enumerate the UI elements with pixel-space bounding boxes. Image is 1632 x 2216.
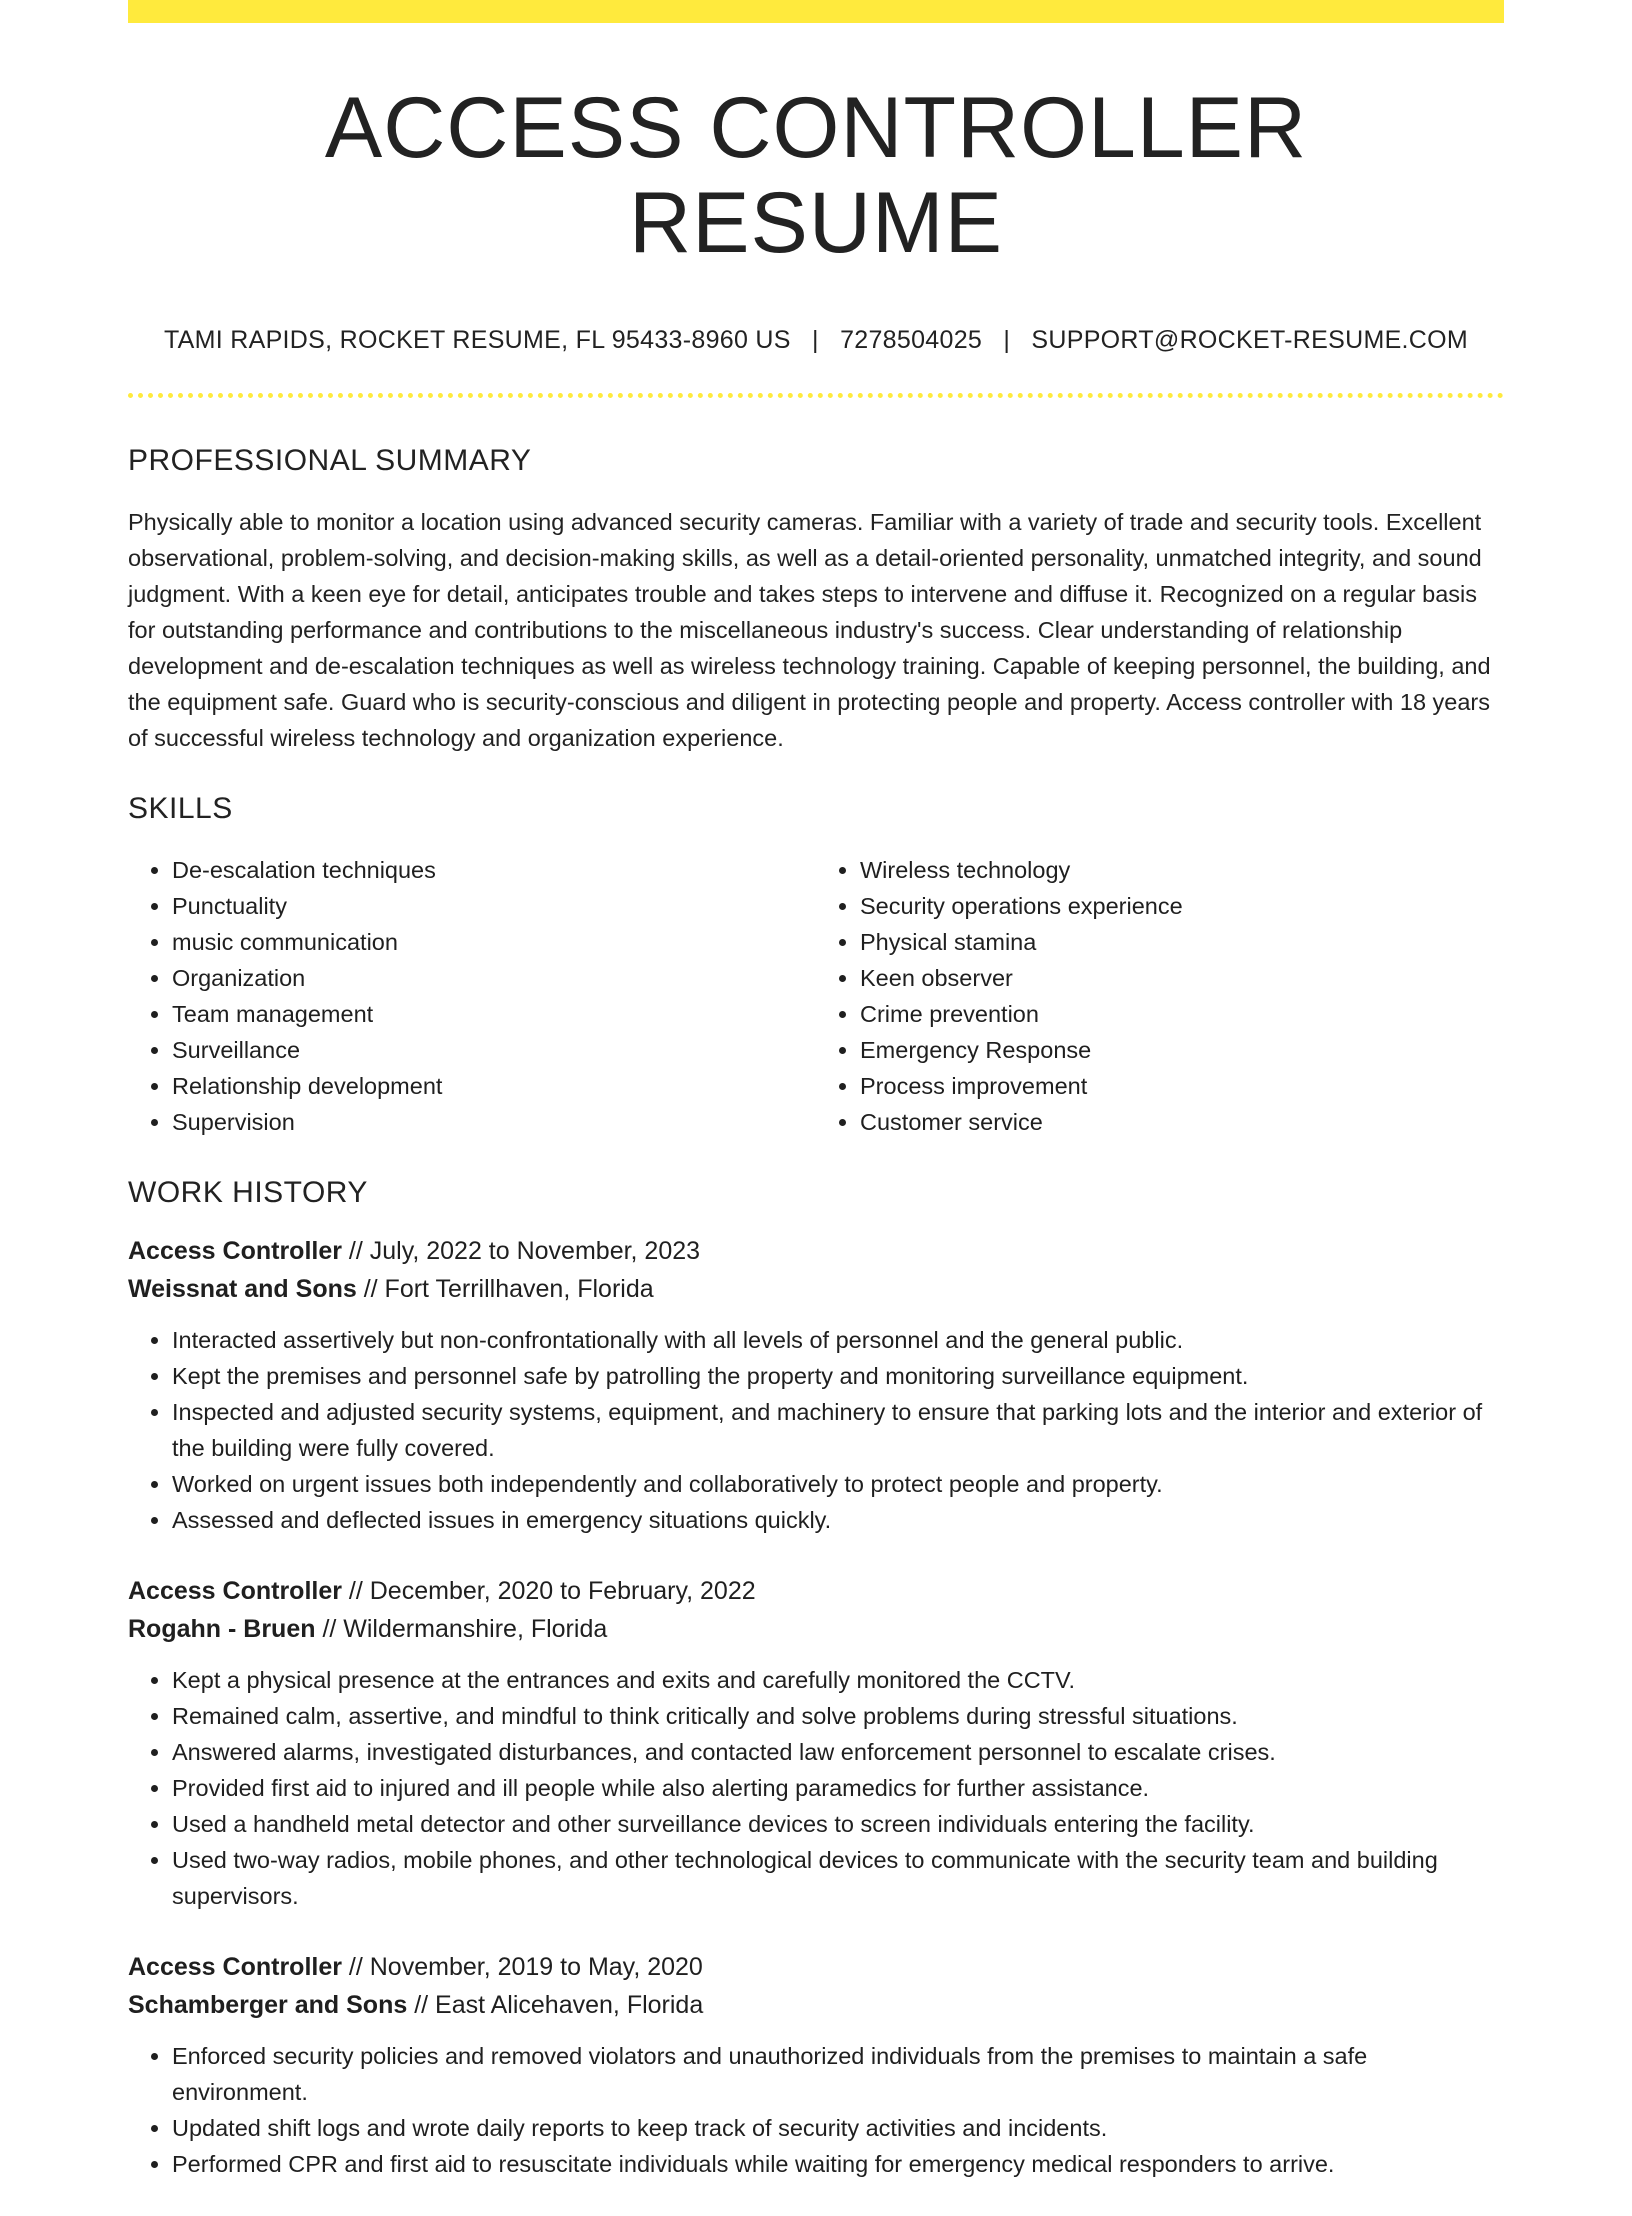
job-bullet: • Remained calm, assertive, and mindful to think critically and solve problems during stressful situations. (172, 1698, 1504, 1734)
job-company: Schamberger and Sons (128, 1991, 408, 2020)
skill-item: • Punctuality (172, 888, 816, 924)
contact-address: TAMI RAPIDS, ROCKET RESUME, FL 95433-8960 US (163, 326, 791, 355)
job-company-line (128, 1610, 1504, 1648)
contact-email: SUPPORT@ROCKET-RESUME.COM (1031, 326, 1469, 355)
skills-column-right (816, 852, 1504, 1140)
job-bullet: • Worked on urgent issues both independently and collaboratively to protect people and property. (172, 1466, 1504, 1502)
job-bullet: • Used two-way radios, mobile phones, and other technological devices to communicate with the security team and building supervisors. (172, 1842, 1504, 1914)
job-bullet: • Used a handheld metal detector and other surveillance devices to screen individuals entering the facility. (172, 1806, 1504, 1842)
skills-column-left (128, 852, 816, 1140)
skill-item: • Process improvement (860, 1068, 1504, 1104)
job-company-line (128, 1270, 1504, 1308)
job-location: // Fort Terrillhaven, Florida (356, 1275, 654, 1304)
job-role: Access Controller (128, 1953, 342, 1982)
skill-item: • De-escalation techniques (172, 852, 816, 888)
job-bullets (128, 2038, 1504, 2182)
skill-item: • Physical stamina (860, 924, 1504, 960)
job-bullet: • Interacted assertively but non-confrontationally with all levels of personnel and the general public. (172, 1322, 1504, 1358)
skill-item: • Organization (172, 960, 816, 996)
job-location: // Wildermanshire, Florida (315, 1615, 608, 1644)
skills-list (128, 852, 1504, 1140)
skill-item: • music communication (172, 924, 816, 960)
job-title-line (128, 1948, 1504, 1986)
job-entry (128, 1948, 1504, 2182)
work-history-heading: WORK HISTORY (128, 1176, 368, 1210)
job-bullet: • Assessed and deflected issues in emergency situations quickly. (172, 1502, 1504, 1538)
work-history-list (128, 1232, 1504, 2182)
job-bullet: • Enforced security policies and removed violators and unauthorized individuals from the premises to maintain a safe environment. (172, 2038, 1504, 2110)
resume-page (128, 0, 1504, 2216)
job-bullet: • Kept the premises and personnel safe by patrolling the property and monitoring surveillance equipment. (172, 1358, 1504, 1394)
job-location: // East Alicehaven, Florida (407, 1991, 704, 2020)
page-title: ACCESS CONTROLLER RESUME (324, 80, 1308, 271)
skill-item: • Security operations experience (860, 888, 1504, 924)
skill-item: • Wireless technology (860, 852, 1504, 888)
contact-separator: | (1003, 326, 1011, 355)
job-bullet: • Updated shift logs and wrote daily reports to keep track of security activities and incidents. (172, 2110, 1504, 2146)
contact-separator: | (812, 326, 819, 355)
skills-heading: SKILLS (128, 792, 233, 826)
dotted-divider (128, 393, 1504, 398)
contact-line (128, 326, 1504, 355)
skill-item: • Relationship development (172, 1068, 816, 1104)
job-dates: // July, 2022 to November, 2023 (341, 1237, 701, 1266)
job-bullet: • Kept a physical presence at the entrances and exits and carefully monitored the CCTV. (172, 1662, 1504, 1698)
job-bullet: • Performed CPR and first aid to resuscitate individuals while waiting for emergency medical responders to arrive. (172, 2146, 1504, 2182)
job-dates: // December, 2020 to February, 2022 (341, 1577, 756, 1606)
job-entry (128, 1232, 1504, 1538)
summary-text: Physically able to monitor a location using advanced security cameras. Familiar with a variety of trade and security tools. Excellent observational, problem-solving, and decision-making skills, as well as a detail-oriented personality, unmatched integrity, and sound judgment. With a keen eye for detail, anticipates trouble and takes steps to intervene and diffuse it. Recognized on a regular basis for outstanding performance and contributions to the miscellaneous industry's success. Clear understanding of relationship development and de-escalation techniques as well as wireless technology training. Capable of keeping personnel, the building, and the equipment safe. Guard who is security-conscious and diligent in protecting people and property. Access controller with 18 years of successful wireless technology and organization experience. (128, 509, 1491, 752)
job-role: Access Controller (128, 1577, 342, 1606)
skill-item: • Surveillance (172, 1032, 816, 1068)
job-bullets (128, 1662, 1504, 1914)
job-bullet: • Answered alarms, investigated disturbances, and contacted law enforcement personnel to escalate crises. (172, 1734, 1504, 1770)
skill-item: • Crime prevention (860, 996, 1504, 1032)
skill-item: • Team management (172, 996, 816, 1032)
skill-item: • Emergency Response (860, 1032, 1504, 1068)
job-title-line (128, 1232, 1504, 1270)
job-company: Rogahn - Bruen (128, 1615, 316, 1644)
top-accent-bar (128, 0, 1504, 23)
job-bullets (128, 1322, 1504, 1538)
job-company: Weissnat and Sons (128, 1275, 357, 1304)
job-bullet: • Inspected and adjusted security systems, equipment, and machinery to ensure that parking lots and the interior and exterior of the building were fully covered. (172, 1394, 1504, 1466)
summary-heading: PROFESSIONAL SUMMARY (128, 444, 532, 478)
skill-item: • Keen observer (860, 960, 1504, 996)
job-title-line (128, 1572, 1504, 1610)
job-company-line (128, 1986, 1504, 2024)
contact-phone: 7278504025 (840, 326, 983, 355)
skill-item: • Supervision (172, 1104, 816, 1140)
job-role: Access Controller (128, 1237, 342, 1266)
skill-item: • Customer service (860, 1104, 1504, 1140)
job-dates: // November, 2019 to May, 2020 (341, 1953, 703, 1982)
job-bullet: • Provided first aid to injured and ill people while also alerting paramedics for further assistance. (172, 1770, 1504, 1806)
job-entry (128, 1572, 1504, 1914)
